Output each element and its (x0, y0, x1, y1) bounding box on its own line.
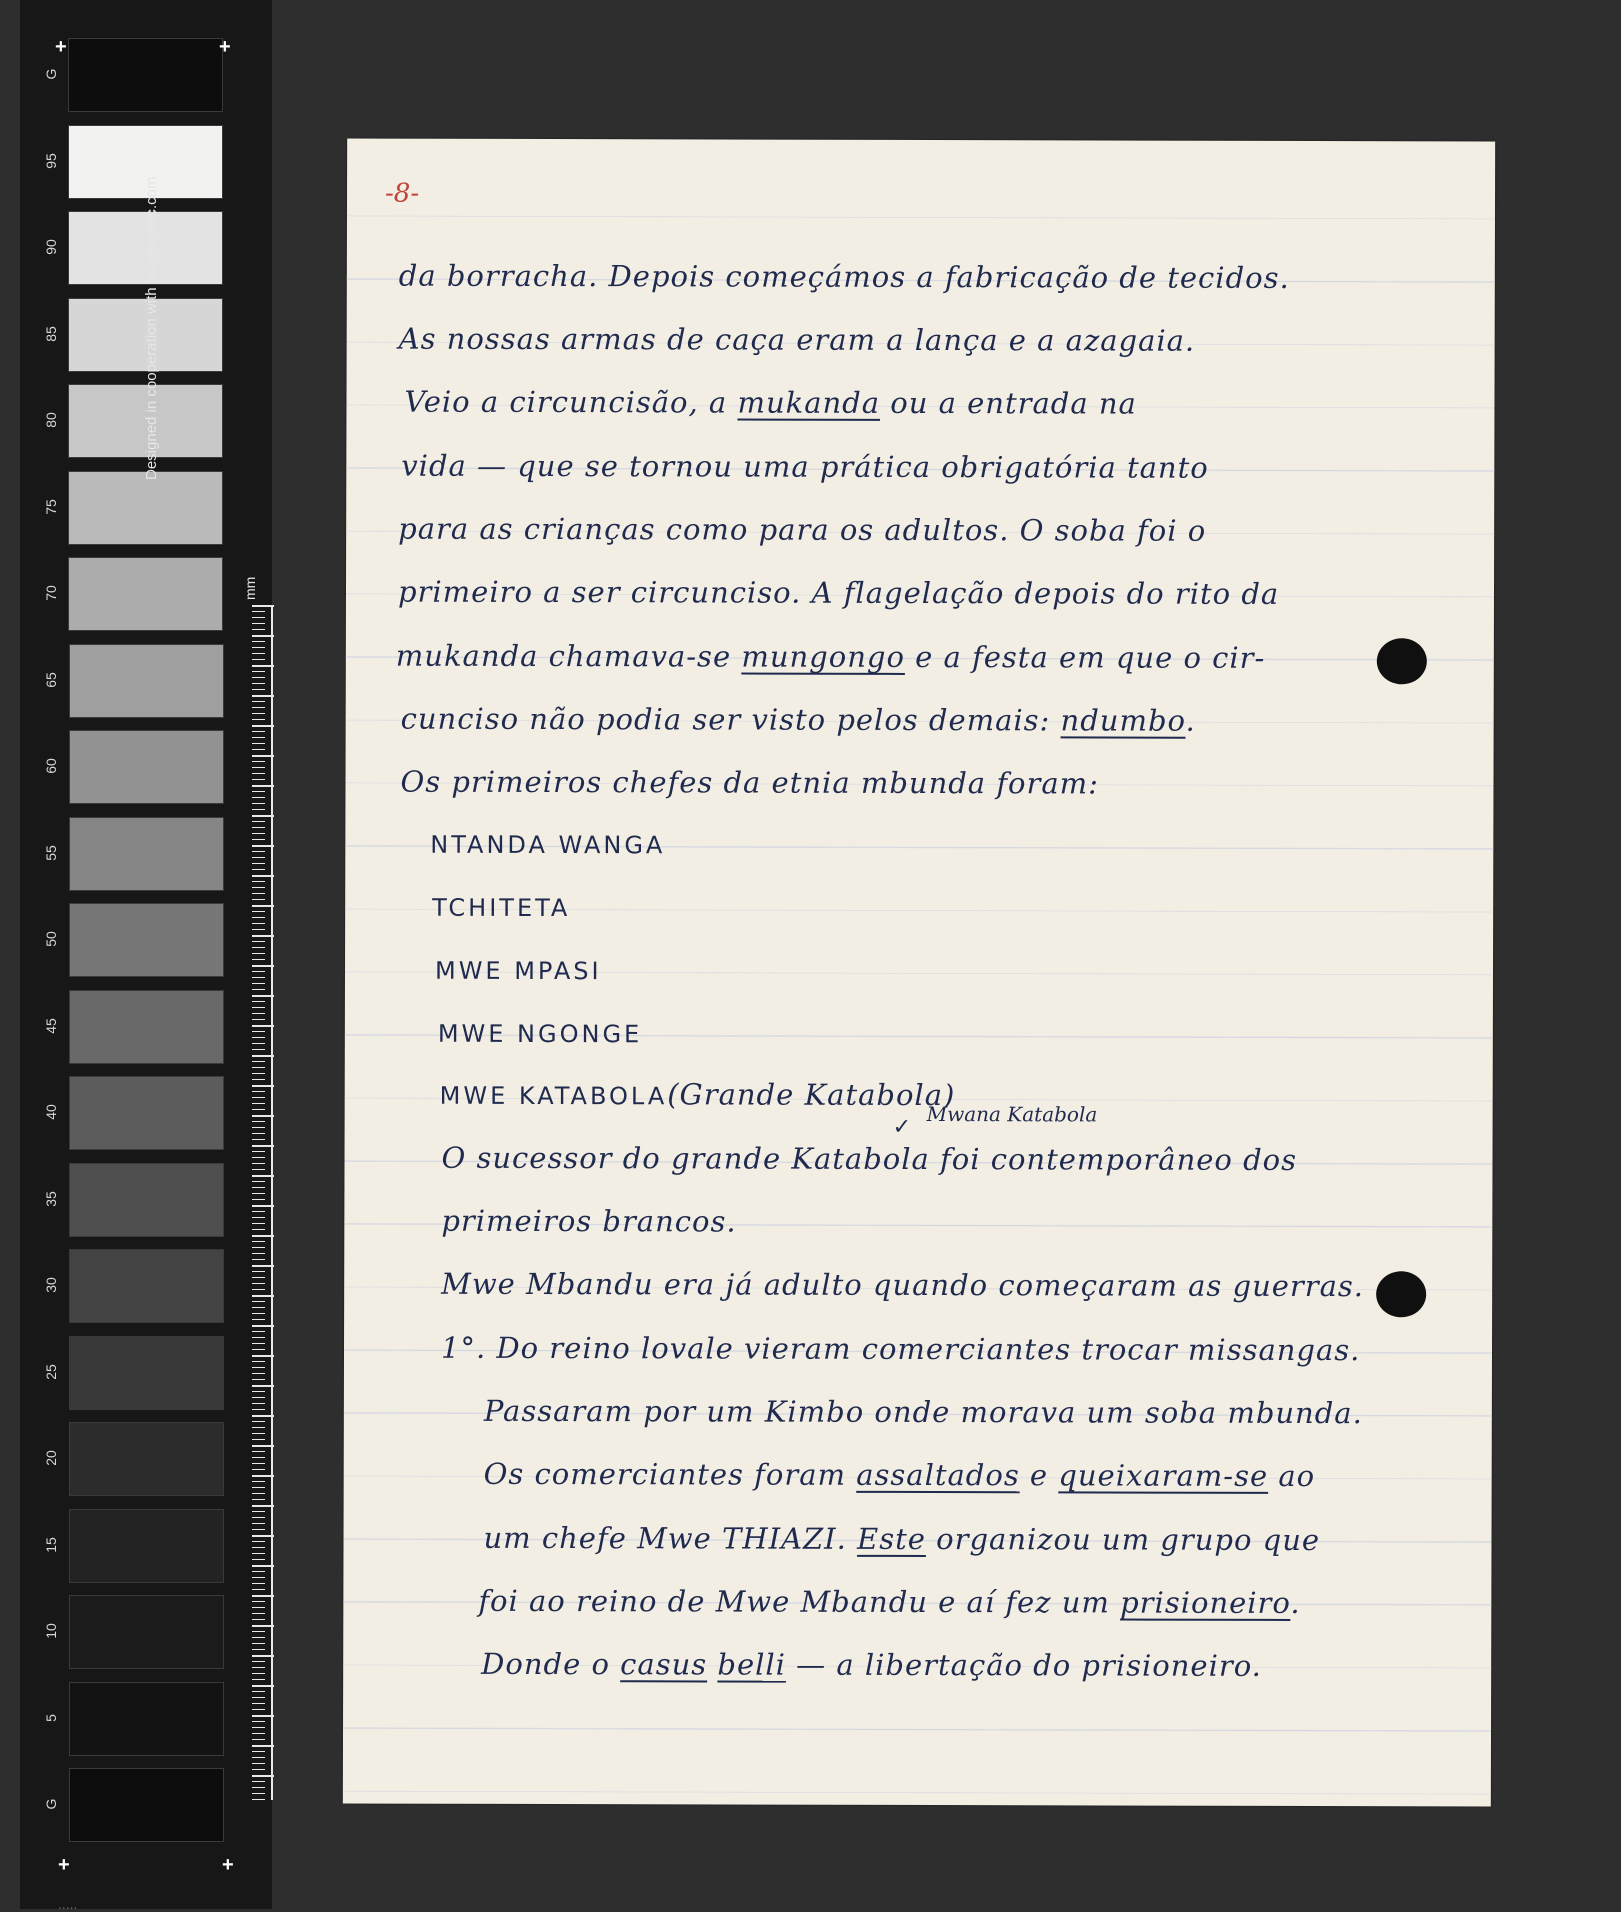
text-line-part: e a festa em que o cir- (904, 639, 1266, 675)
chief-name: NTANDA WANGA (430, 830, 666, 860)
credit-suffix: .com (143, 176, 160, 209)
grey-patch (69, 1595, 224, 1669)
page-number: -8- (384, 178, 420, 209)
text-line-part: — a libertação do prisioneiro. (785, 1647, 1262, 1683)
text-line (441, 1141, 1297, 1177)
text-line: da borracha. Depois começámos a fabricação de tecidos. (398, 258, 1290, 295)
text-line-part: ao (1268, 1458, 1316, 1494)
grey-scale-number: 55 (43, 844, 59, 861)
grey-patch (68, 557, 223, 631)
text-line-part: um chefe Mwe THIAZI. (483, 1520, 858, 1556)
grey-scale-number: 70 (43, 585, 59, 601)
text-line (478, 1584, 1300, 1620)
strip-bottom-text: ..... (58, 1896, 78, 1912)
grey-scale-number: 5 (43, 1713, 59, 1722)
underlined-term: casus (620, 1647, 708, 1682)
text-line: primeiros brancos. (441, 1203, 737, 1239)
grey-patch (69, 1249, 224, 1323)
text-line (396, 639, 1266, 675)
ruler-unit: mm (242, 576, 258, 600)
text-line-part: organizou um grupo que (925, 1522, 1321, 1558)
text-line: Passaram por um Kimbo onde morava um soba mbunda. (483, 1393, 1363, 1431)
text-line-part: mukanda chamava-se (395, 638, 742, 674)
grey-patch (69, 903, 224, 977)
grey-scale-number: 80 (43, 412, 59, 428)
punch-hole (1376, 1271, 1426, 1317)
text-line: Mwe Mbandu era já adulto quando começaram as guerras. (441, 1266, 1365, 1304)
text-line: Os primeiros chefes da etnia mbunda foram: (400, 764, 1100, 801)
underlined-term: Este (857, 1521, 926, 1557)
credit-bold: etc (143, 208, 160, 231)
grey-scale-number: 65 (43, 671, 59, 688)
underlined-term: mukanda (737, 385, 881, 420)
grey-patch (69, 1682, 224, 1756)
grey-scale-number: 25 (43, 1363, 59, 1380)
grey-patch (69, 730, 224, 804)
text-line: primeiro a ser circunciso. A flagelação depois do rito da (397, 574, 1280, 611)
underlined-term: prisioneiro (1120, 1585, 1291, 1620)
manuscript-page (343, 139, 1495, 1807)
underlined-term: assaltados (856, 1457, 1020, 1493)
text-line-part: Os comerciantes foram (483, 1456, 857, 1492)
text-line-part: foi ao reino de Mwe Mbandu e aí fez um (478, 1583, 1121, 1620)
text-line-part: . (1185, 703, 1196, 738)
margin-insertion: Mwana Katabola (926, 1102, 1098, 1127)
grey-patch (69, 817, 224, 891)
grey-patch (69, 1163, 224, 1237)
grey-patch (69, 990, 224, 1064)
chief-name (440, 1077, 956, 1112)
grey-scale-number: 20 (43, 1450, 59, 1466)
grey-scale-number: 50 (43, 931, 59, 947)
grey-scale-number: 35 (43, 1190, 59, 1207)
underlined-term: mungongo (741, 639, 905, 674)
grey-scale-number: 85 (43, 325, 59, 342)
grey-scale-number: 75 (43, 498, 59, 515)
text-line-part: Donde o (481, 1646, 621, 1682)
text-line (404, 385, 1136, 421)
credit-prefix: Designed in cooperation with imaging (143, 230, 160, 480)
text-line-part: cunciso não podia ser visto pelos demais: (400, 701, 1061, 738)
grey-patch (68, 471, 223, 545)
text-line-part: foi contemporâneo dos (929, 1142, 1298, 1177)
grey-scale-number: 15 (43, 1536, 59, 1553)
registration-mark: + (58, 1854, 70, 1876)
underlined-term: ndumbo (1060, 703, 1186, 738)
registration-mark: + (222, 1854, 234, 1876)
text-line-part: e (1019, 1458, 1059, 1493)
registration-mark: + (55, 36, 67, 58)
chief-name: MWE NGONGE (437, 1019, 643, 1049)
underlined-term: queixaram-se (1058, 1458, 1269, 1493)
insertion-caret: ✓ (892, 1114, 912, 1140)
text-line-part: ou a entrada na (880, 385, 1137, 421)
text-line: vida — que se tornou uma prática obrigatória tanto (401, 448, 1209, 485)
grey-patch (69, 1509, 224, 1583)
grey-scale-number: 90 (43, 239, 59, 255)
grey-scale-number: 30 (43, 1277, 59, 1293)
grey-patch (69, 1076, 224, 1150)
text-line: para as crianças como para os adultos. O soba foi o (398, 511, 1207, 548)
grey-scale-number: 45 (43, 1017, 59, 1034)
grey-patch (69, 644, 224, 718)
grey-patch (69, 1336, 224, 1410)
grey-patch (69, 1768, 224, 1842)
grey-scale-number: 40 (43, 1104, 59, 1120)
text-line-part: MWE KATABOLA (439, 1081, 668, 1111)
text-line: As nossas armas de caça eram a lança e a azagaia. (398, 321, 1196, 358)
grey-scale-number: 10 (43, 1623, 59, 1639)
grey-scale-number: G (43, 1798, 59, 1810)
text-line (483, 1521, 1320, 1557)
ruler-edge (271, 605, 273, 1800)
chief-name: TCHITETA (432, 893, 571, 923)
underlined-term: belli (717, 1647, 787, 1682)
text-line (484, 1457, 1316, 1493)
punch-hole (1377, 638, 1427, 684)
manufacturer-credit (143, 80, 160, 480)
grey-scale-number: 95 (43, 152, 59, 169)
grey-scale-number: 60 (43, 758, 59, 774)
registration-mark: + (219, 36, 231, 58)
text-line (401, 702, 1196, 738)
text-line-part: Veio a circuncisão, a (404, 384, 738, 420)
chief-name: MWE MPASI (434, 956, 602, 986)
text-line-part: . (1290, 1585, 1301, 1621)
text-line-part: (Grande Katabola) (667, 1077, 956, 1113)
text-line (481, 1647, 1262, 1683)
text-line-part: O sucessor do grande Katabola (441, 1140, 930, 1177)
grey-patch (69, 1422, 224, 1496)
text-line: 1°. Do reino lovale vieram comerciantes trocar missangas. (440, 1330, 1361, 1368)
grey-scale-number: G (43, 68, 59, 80)
